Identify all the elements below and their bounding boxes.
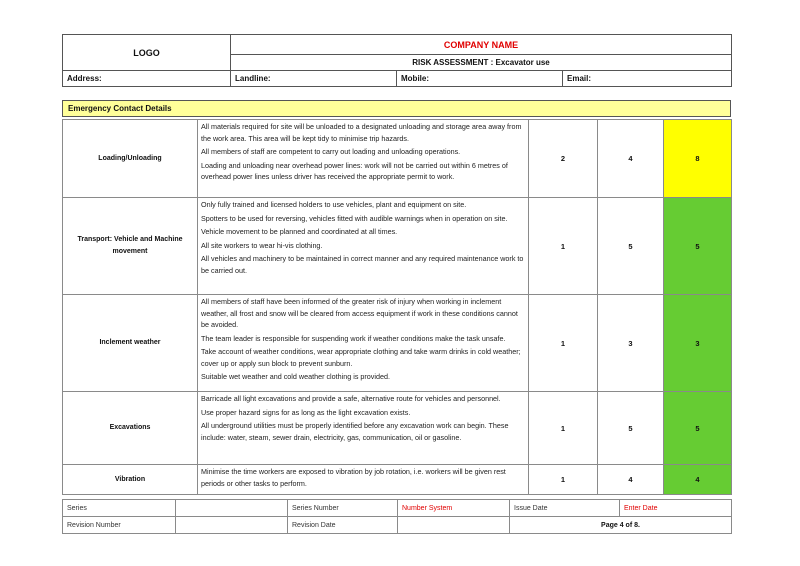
- footer-revision-date: Revision Date: [288, 517, 398, 534]
- severity-cell: 3: [598, 295, 664, 392]
- mobile-label: Mobile:: [397, 71, 563, 87]
- control-measure: Barricade all light excavations and provide a safe, alternative route for vehicles and personnel.: [201, 394, 501, 403]
- controls-cell: [198, 392, 529, 465]
- control-measure: Take account of weather conditions, wear appropriate clothing and take warm drinks in cold weather; cover up or apply sun block to prevent sunburn.: [201, 347, 521, 368]
- control-measure: All materials required for site will be unloaded to a designated unloading and storage area away from the work area. This area will be kept tidy to minimise trip hazards.: [201, 122, 522, 143]
- likelihood-cell: 1: [529, 465, 598, 495]
- severity-cell: 4: [598, 120, 664, 198]
- hazard-cell: Excavations: [63, 392, 198, 465]
- likelihood-cell: 2: [529, 120, 598, 198]
- risk-rating-cell: 4: [664, 465, 732, 495]
- control-measure: Vehicle movement to be planned and coordinated at all times.: [201, 227, 398, 236]
- footer-number-system: Number System: [398, 500, 510, 517]
- risk-table: [62, 119, 732, 495]
- control-measure: All members of staff are competent to carry out loading and unloading operations.: [201, 147, 461, 156]
- risk-row: [63, 465, 732, 495]
- control-measure: Loading and unloading near overhead power lines: work will not be carried out within 6 metres of overhead power lines unless driver has received the appropriate permit to work.: [201, 160, 508, 181]
- controls-cell: [198, 295, 529, 392]
- likelihood-cell: 1: [529, 295, 598, 392]
- hazard-cell: Transport: Vehicle and Machine movement: [63, 198, 198, 295]
- footer-series: Series: [63, 500, 176, 517]
- risk-rating-cell: 8: [664, 120, 732, 198]
- logo: LOGO: [63, 35, 231, 71]
- company-name: COMPANY NAME: [231, 35, 732, 55]
- risk-row: [63, 295, 732, 392]
- risk-row: [63, 198, 732, 295]
- landline-label: Landline:: [231, 71, 397, 87]
- control-measure: All underground utilities must be properly identified before any excavation work can begin. These include: water, steam, sewer drain, electricity, gas, communication, oil or gasoline.: [201, 421, 509, 442]
- footer-revision-number: Revision Number: [63, 517, 176, 534]
- footer-page-number: Page 4 of 8.: [510, 517, 732, 534]
- footer-enter-date: Enter Date: [620, 500, 732, 517]
- footer-revision-date-value: [398, 517, 510, 534]
- controls-cell: [198, 198, 529, 295]
- control-measure: All site workers to wear hi-vis clothing.: [201, 240, 323, 250]
- emergency-contact-header: Emergency Contact Details: [62, 100, 731, 117]
- footer-series-number: Series Number: [288, 500, 398, 517]
- hazard-cell: Vibration: [63, 465, 198, 495]
- address-label: Address:: [63, 71, 231, 87]
- risk-row: [63, 120, 732, 198]
- header-table: [62, 34, 732, 87]
- likelihood-cell: 1: [529, 392, 598, 465]
- risk-rating-cell: 5: [664, 392, 732, 465]
- control-measure: All vehicles and machinery to be maintained in correct manner and any required maintenance work to be carried out.: [201, 254, 524, 275]
- footer-issue-date: Issue Date: [510, 500, 620, 517]
- severity-cell: 4: [598, 465, 664, 495]
- risk-row: [63, 392, 732, 465]
- severity-cell: 5: [598, 198, 664, 295]
- risk-rating-cell: 5: [664, 198, 732, 295]
- footer-table: [62, 499, 732, 534]
- hazard-cell: Inclement weather: [63, 295, 198, 392]
- severity-cell: 5: [598, 392, 664, 465]
- footer-series-value: [176, 500, 288, 517]
- control-measure: All members of staff have been informed of the greater risk of injury when working in inclement weather, all frost and snow will be cleared from access equipment if work in these conditions cannot be avoided.: [201, 297, 518, 329]
- control-measure: The team leader is responsible for suspending work if weather conditions make the task unsafe.: [201, 333, 506, 343]
- control-measure: Spotters to be used for reversing, vehicles fitted with audible warnings when in operation on site.: [201, 213, 508, 223]
- footer-revision-value: [176, 517, 288, 534]
- control-measure: Use proper hazard signs for as long as the light excavation exists.: [201, 407, 411, 417]
- control-measure: Only fully trained and licensed holders to use vehicles, plant and equipment on site.: [201, 200, 467, 209]
- controls-cell: [198, 120, 529, 198]
- control-measure: Suitable wet weather and cold weather clothing is provided.: [201, 372, 390, 381]
- hazard-cell: Loading/Unloading: [63, 120, 198, 198]
- email-label: Email:: [563, 71, 732, 87]
- control-measure: Minimise the time workers are exposed to vibration by job rotation, i.e. workers will be given rest periods or other tasks to perform.: [201, 467, 506, 488]
- likelihood-cell: 1: [529, 198, 598, 295]
- controls-cell: [198, 465, 529, 495]
- risk-rating-cell: 3: [664, 295, 732, 392]
- risk-assessment-title: RISK ASSESSMENT : Excavator use: [231, 55, 732, 71]
